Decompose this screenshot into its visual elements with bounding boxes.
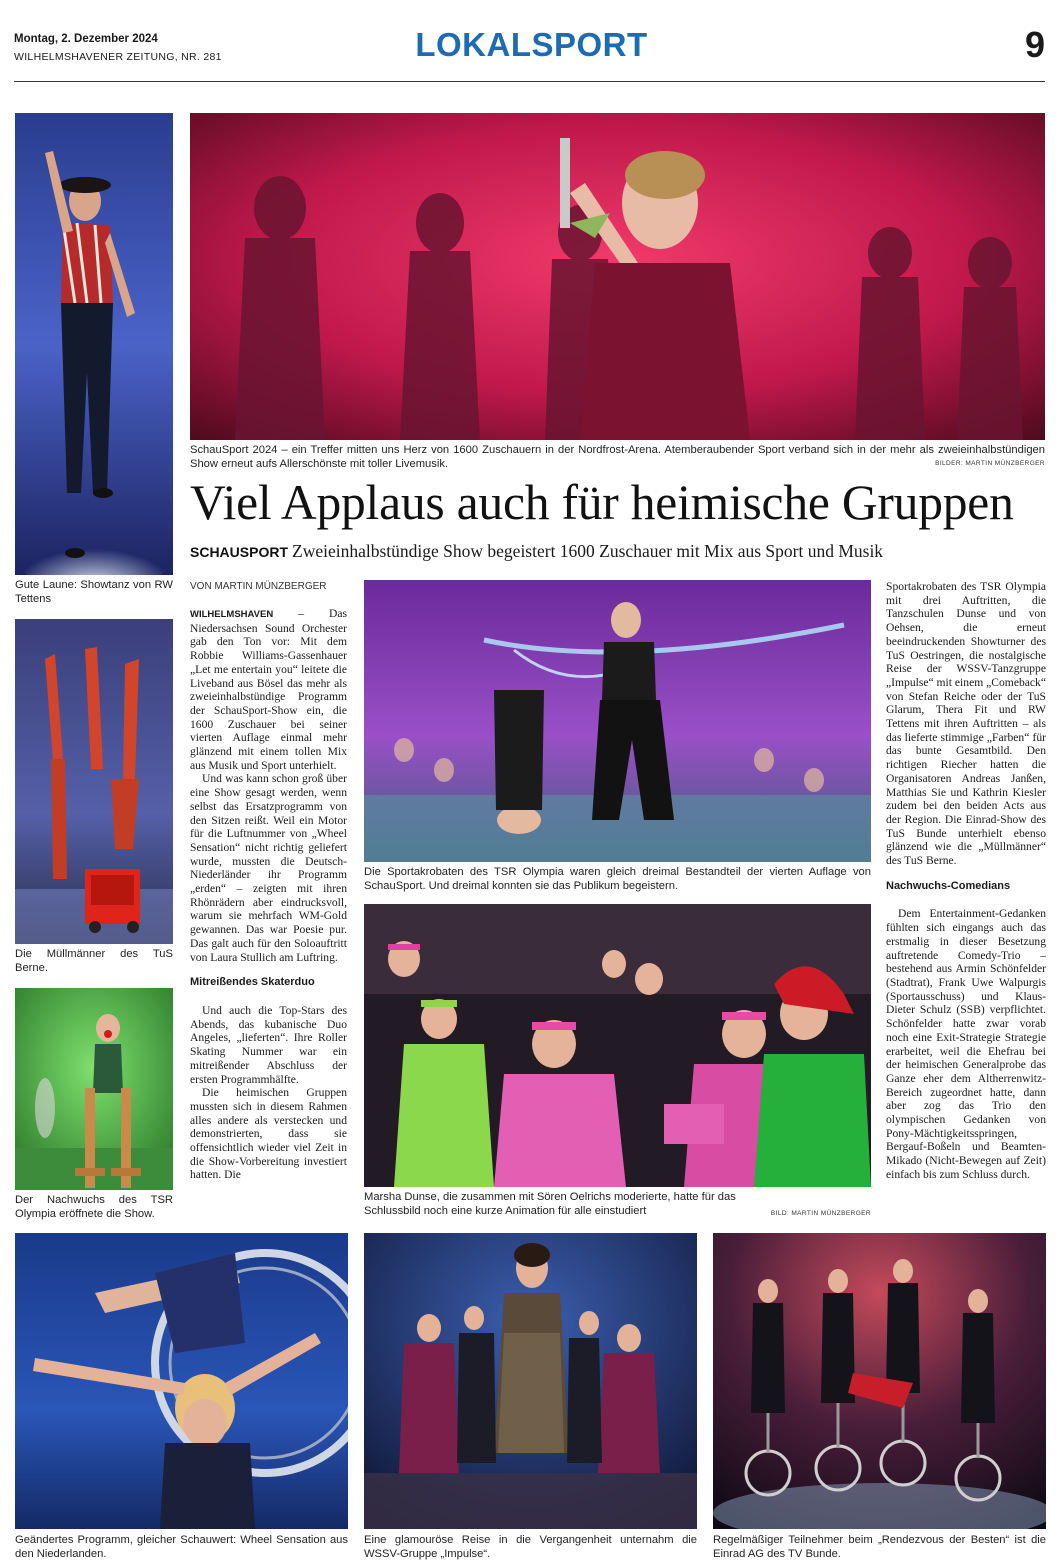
page-number: 9 bbox=[1024, 24, 1045, 65]
photo-muellmaenner bbox=[15, 619, 173, 944]
article-kicker: SCHAUSPORT bbox=[190, 544, 289, 560]
credit-mid2: BILD: MARTIN MÜNZBERGER bbox=[770, 1210, 871, 1217]
caption-left2: Die Müllmänner des TuS Berne. bbox=[15, 948, 173, 974]
paragraph-2: Und was kann schon groß über eine Show gesagt werden, wenn selbst das Ersatzprogramm von den Sitzen reißt. Weil ein Motor für die Luftnummer von „Wheel Sensation“ nicht richtig geliefert wurde, mussten die Deutsch-Niederländer ihr Programm „erden“ – zeigten mit ihren Rhönrädern aber eindrucksvoll, warum sie mehrfach WM-Gold gewannen. Das war Poesie pur. Das galt auch für den Soloauftritt von Laura Stullich am Luftring. bbox=[190, 772, 347, 964]
caption-mid1: Die Sportakrobaten des TSR Olympia waren gleich dreimal Bestandteil der vierten Auflage von SchauSport. Und dreimal konnten sie das Publikum begeistern. bbox=[364, 866, 871, 892]
caption-bottom2: Eine glamouröse Reise in die Vergangenheit unternahm die WSSV-Gruppe „Impulse“. bbox=[364, 1534, 697, 1560]
dateline-location: WILHELMSHAVEN bbox=[190, 609, 274, 620]
issue-date: Montag, 2. Dezember 2024 bbox=[14, 33, 158, 45]
subheadline-text: Zweieinhalbstündige Show begeistert 1600 Zuschauer mit Mix aus Sport und Musik bbox=[292, 541, 884, 561]
caption-left1: Gute Laune: Showtanz von RW Tettens bbox=[15, 579, 173, 605]
photo-einrad bbox=[713, 1233, 1046, 1529]
caption-main: SchauSport 2024 – ein Treffer mitten uns Herz von 1600 Zuschauern in der Nordfrost-Arena. Atemberaubender Sport verband sich in der mehr als zweieinhalbstündigen Show erneut aufs Allerschönste mit toller Livemusik. bbox=[190, 444, 1045, 470]
caption-left3: Der Nachwuchs des TSR Olympia eröffnete die Show. bbox=[15, 1194, 173, 1220]
article-column-3 bbox=[886, 580, 1046, 1220]
photo-schlussbild bbox=[364, 904, 871, 1187]
article-byline: VON MARTIN MÜNZBERGER bbox=[190, 581, 327, 592]
paragraph-1 bbox=[190, 607, 347, 772]
article-headline: Viel Applaus auch für heimische Gruppen bbox=[190, 475, 1014, 530]
paragraph-4: Die heimischen Gruppen mussten sich in diesem Rahmen alles andere als verstecken und demonstrierten, dass sie offensichtlich wieder viel Zeit in die Show-Vorbereitung investiert hatten. Die bbox=[190, 1086, 347, 1182]
photo-impulse bbox=[364, 1233, 697, 1529]
article-column-1 bbox=[190, 607, 347, 1219]
article-subheadline bbox=[190, 541, 883, 562]
paragraph-6: Dem Entertainment-Gedanken fühlten sich eingangs auch das erstmalig in dieser Besetzung auftretende Comedy-Trio – bestehend aus Armin Schönfelder (Stadtrat), Frank Uwe Walpurgis (Sportausschuss) und Klaus-Dieter Schulz (SSB) verpflichtet. Schönfelder hatte zwar vorab noch eine Exit-Strategie Strategie erarbeitet, weil die Ehefrau bei der heimischen Generalprobe das Ganze eher dem Altherrenwitz-Bereich zugeordnet hatte, dann aber zog das Trio den olympischen Gedanken von Pony-Mächtigkeitsspringen, Bergauf-Boßeln und Beamten-Mikado (Nicht-Bewegen auf Zeit) einfach bis zum Schluss durch. bbox=[886, 907, 1046, 1181]
caption-bottom3: Regelmäßiger Teilnehmer beim „Rendezvous der Besten“ ist die Einrad AG des TV Bunde. bbox=[713, 1534, 1046, 1560]
caption-mid2: Marsha Dunse, die zusammen mit Sören Oelrichs moderierte, hatte für das Schlussbild noch eine kurze Animation für alle einstudiert bbox=[364, 1191, 736, 1217]
paragraph-5: Sportakrobaten des TSR Olympia mit drei Auftritten, die Tanzschulen Dunse und von Oehsen, die erneut beeindruckenden Showturner des TuS Oestringen, die nostalgische Reise der WSSV-Tanzgruppe „Impulse“ mit einem „Comeback“ von Stefan Reiche oder der TuS Glarum, Thera Fit und RW Tettens mit ihren Auftritten – als das lieferte stimmige „Farben“ für das bunte Gesamtbild. Den richtigen Riecher hatten die Organisatoren Andreas Janßen, Matthias Sie und Kathrin Kiesler zudem bei den beiden Acts aus der Region. Die Einrad-Show des TuS Bunde unterhielt ebenso glänzend wie die „Müllmänner“ des TuS Berne. bbox=[886, 580, 1046, 868]
header-rule bbox=[14, 81, 1045, 82]
newspaper-name: WILHELMSHAVENER ZEITUNG, NR. 281 bbox=[14, 51, 222, 63]
section-title: LOKALSPORT bbox=[415, 26, 648, 63]
paragraph-1-text: – Das Niedersachsen Sound Orchester gab den Ton vor: Mit dem Robbie Williams-Gassenhauer „Let me entertain you“ leitete die Liveband aus Bösel das mehr als zweieinhalbstündige Programm der SchauSport-Show ein, die 1600 Zuschauer bei seiner vierten Auflage einmal mehr glänzend mit einem tollen Mix aus Musik und Sport unterhielt. bbox=[190, 607, 347, 772]
photo-wheel-sensation bbox=[15, 1233, 348, 1529]
subheading-comedians: Nachwuchs-Comedians bbox=[886, 879, 1011, 892]
photo-main-dancers bbox=[190, 113, 1045, 440]
photo-nachwuchs bbox=[15, 988, 173, 1190]
paragraph-3: Und auch die Top-Stars des Abends, das kubanische Duo Angeles, „lieferten“. Ihre Roller Skating Nummer war ein mitreißender Abschluss der ersten Programmhälfte. bbox=[190, 1003, 347, 1086]
subheading-skaterduo: Mitreißendes Skaterduo bbox=[190, 976, 315, 989]
credit-main: BILDER: MARTIN MÜNZBERGER bbox=[935, 460, 1045, 467]
caption-bottom1: Geändertes Programm, gleicher Schauwert: Wheel Sensation aus den Niederlanden. bbox=[15, 1534, 348, 1560]
photo-sportakrobaten bbox=[364, 580, 871, 862]
photo-showtanz bbox=[15, 113, 173, 575]
